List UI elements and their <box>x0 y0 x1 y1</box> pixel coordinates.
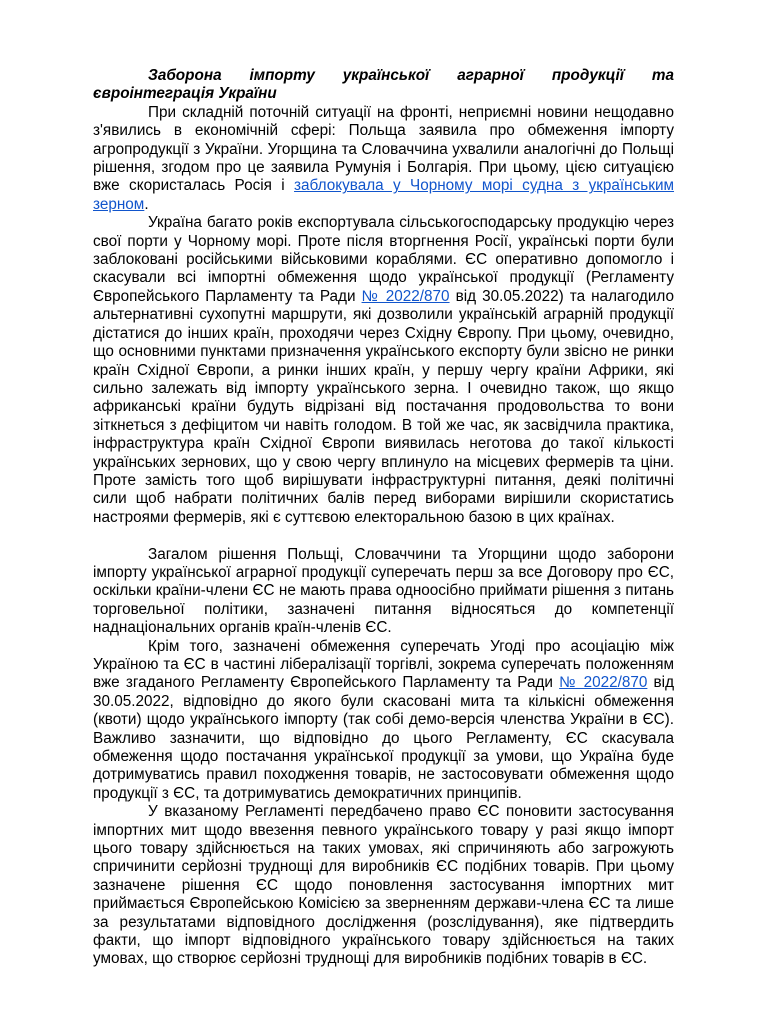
paragraph-2-text: Україна багато років експортувала сільськогосподарську продукцію через свої порти у Чорному морі. Проте після вторгнення Росії, українські порти були заблоковані російськими військовими кораблями. ЄС оперативно допомогло і скасували всі імпортні обмеження щодо української продукції (Регламенту Європейського Парламенту та Ради <box>93 214 674 305</box>
paragraph-1-text: При складній поточній ситуації на фронті, неприємні новини нещодавно з'явились в економічній сфері: Польща заявила про обмеження імпорту агропродукції з України. Угорщина та Словаччина ухвалили аналогічні до Польщі рішення, згодом про це заявила Румунія і Болгарія. При цьому, цією ситуацією вже скористалась Росія і <box>93 103 674 195</box>
paragraph-4-rest: від 30.05.2022, відповідно до якого були скасовані мита та кількісні обмеження (квоти) щодо українського імпорту (так собі демо-версія членства України в ЄС). Важливо зазначити, що відповідно до цього Регламенту, ЄС скасувала обмеження щодо постачання української продукції за умови, що Україна буде дотримуватись правил походження товарів, не застосовувати обмеження щодо продукції з ЄС, та дотримуватись демократичних принципів. <box>93 674 674 802</box>
paragraph-1-end: . <box>144 195 149 213</box>
document-title: Заборона імпорту української аграрної продукції та євроінтеграція України <box>93 67 674 103</box>
link-regulation-2022-870[interactable]: № 2022/870 <box>361 287 450 305</box>
paragraph-5: У вказаному Регламенті передбачено право ЄС поновити застосування імпортних мит щодо ввезення певного українського товару у разі якщо імпорт цього товару здійснюється на таких умовах, які спричиняють або загрожують спричинити серйозні труднощі для виробників ЄС подібних товарів. При цьому зазначене рішення ЄС щодо поновлення застосування імпортних мит приймається Європейською Комісією за зверненням держави-члена ЄС та лише за результатами відповідного дослідження (розслідування), яке підтвердить факти, що імпорт відповідного українського товару здійснюється на таких умовах, що створює серйозні труднощі для виробників подібних товарів в ЄС. <box>93 803 674 968</box>
paragraph-4 <box>93 638 674 804</box>
paragraph-4-text: Крім того, зазначені обмеження суперечать Угоді про асоціацію між Україною та ЄС в частині лібералізації торгівлі, зокрема суперечать положенням вже згаданого Регламенту Європейського Парламенту та Ради <box>93 637 674 692</box>
paragraph-3: Загалом рішення Польщі, Словаччини та Угорщини щодо заборони імпорту української аграрної продукції суперечать перш за все Договору про ЄС, оскільки країни-члени ЄС не мають права одноосібно приймати рішення з питань торговельної політики, зазначені питання відносяться до компетенції наднаціональних органів країн-членів ЄС. <box>93 545 674 637</box>
link-regulation-2022-870-second[interactable]: № 2022/870 <box>559 674 648 692</box>
link-blocked-ships[interactable]: заблокувала у Чорному морі судна з українським зерном <box>93 177 675 213</box>
paragraph-spacer <box>93 527 674 545</box>
paragraph-1 <box>93 104 674 214</box>
paragraph-2 <box>93 214 674 527</box>
paragraph-2-rest: від 30.05.2022) та налагодило альтернативні сухопутні маршрути, які дозволили українській аграрній продукції дістатися до інших країн, проходячи через Східну Європу. При цьому, очевидно, що основними пунктами призначення українського експорту були звісно не ринки країн Східної Європи, а ринки інших країн, у першу чергу країни Африки, які сильно залежать від імпорту українського зерна. І очевидно також, що якщо африканські країни будуть відрізані від постачання продовольства то вони зіткнеться з дефіцитом чи навіть голодом. В той же час, як засвідчила практика, інфраструктура країн Східної Європи виявилась неготова до такої кількості українських зернових, що у свою чергу вплинуло на місцевих фермерів та ціни. Проте замість того щоб вирішувати інфраструктурні питання, деякі політичні сили щоб набрати політичних балів перед виборами вирішили скористатись настроями фермерів, які є суттєвою електоральною базою в цих країнах. <box>93 287 674 526</box>
